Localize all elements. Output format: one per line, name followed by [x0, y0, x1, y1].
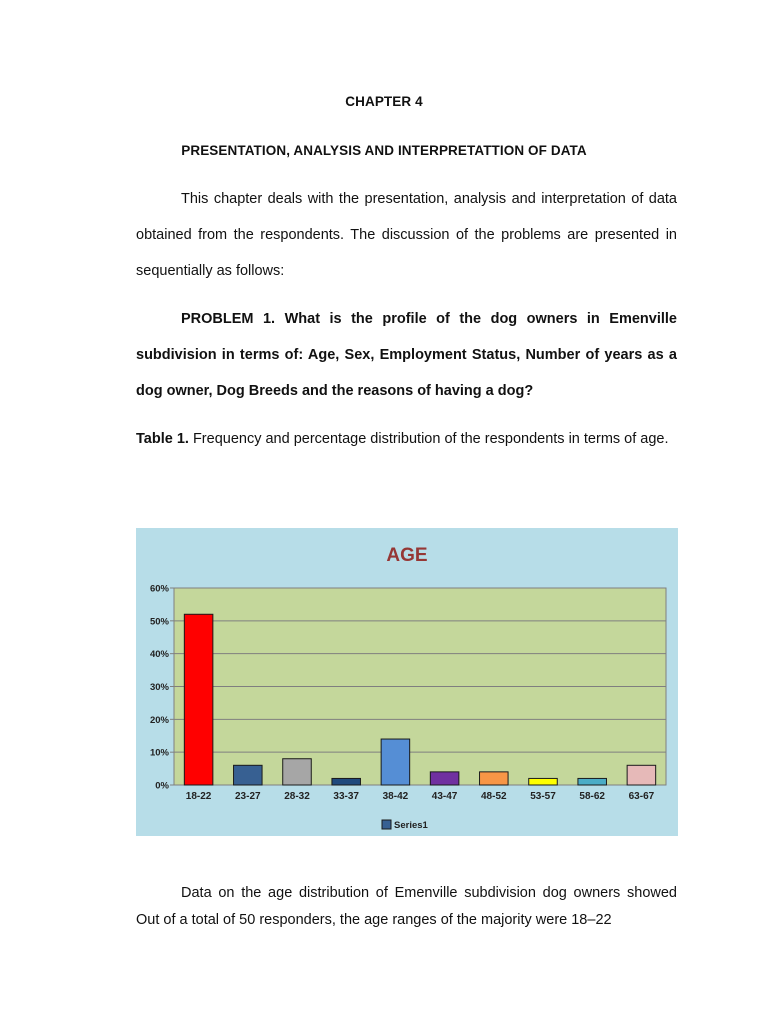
category-label: 58-62 — [579, 791, 605, 802]
bar-48-52 — [480, 772, 509, 785]
category-label: 33-37 — [333, 791, 359, 802]
y-tick-label: 60% — [149, 583, 169, 595]
bar-38-42 — [381, 739, 410, 785]
bar-63-67 — [627, 765, 656, 785]
table-caption-text: Frequency and percentage distribution of the respondents in terms of age. — [188, 431, 669, 447]
chart-title: AGE — [386, 545, 428, 566]
bar-18-22 — [184, 614, 213, 785]
y-tick-label: 20% — [149, 714, 169, 726]
bar-53-57 — [529, 778, 558, 785]
age-chart-svg — [136, 528, 678, 836]
legend-label: Series1 — [394, 820, 428, 831]
table-caption — [136, 414, 677, 464]
y-tick-label: 50% — [149, 616, 169, 628]
intro-paragraph: This chapter deals with the presentation, analysis and interpretation of data obtained from the respondents. The discussion of the problems are presented in sequentially as follows: — [136, 191, 677, 279]
legend-swatch — [382, 820, 391, 829]
table-caption-label: Table 1. — [136, 431, 189, 447]
category-label: 28-32 — [284, 791, 310, 802]
bar-33-37 — [332, 778, 361, 785]
section-title: PRESENTATION, ANALYSIS AND INTERPRETATTION OF DATA — [181, 143, 587, 158]
bar-23-27 — [234, 765, 263, 785]
bar-43-47 — [430, 772, 459, 785]
y-tick-label: 30% — [149, 682, 169, 693]
category-label: 38-42 — [382, 791, 409, 802]
bar-58-62 — [578, 778, 607, 785]
closing-paragraph: Data on the age distribution of Emenville subdivision dog owners showed Out of a total of 50 responders, the age ranges of the majority were 18–22 — [136, 885, 677, 928]
y-tick-label: 0% — [155, 780, 169, 792]
category-label: 48-52 — [481, 791, 507, 802]
age-chart — [136, 528, 678, 836]
chapter-title: CHAPTER 4 — [345, 94, 423, 109]
y-tick-label: 40% — [149, 649, 169, 661]
y-tick-label: 10% — [149, 747, 169, 759]
problem-statement: PROBLEM 1. What is the profile of the dog owners in Emenville subdivision in terms of: Age, Sex, Employment Status, Number of years as a dog owner, Dog Breeds and the reasons of having a dog? — [136, 311, 677, 399]
bar-28-32 — [283, 759, 312, 785]
category-label: 18-22 — [185, 791, 212, 802]
category-label: 63-67 — [628, 791, 655, 802]
category-label: 23-27 — [235, 791, 261, 802]
category-label: 43-47 — [431, 791, 458, 802]
category-label: 53-57 — [530, 791, 556, 802]
